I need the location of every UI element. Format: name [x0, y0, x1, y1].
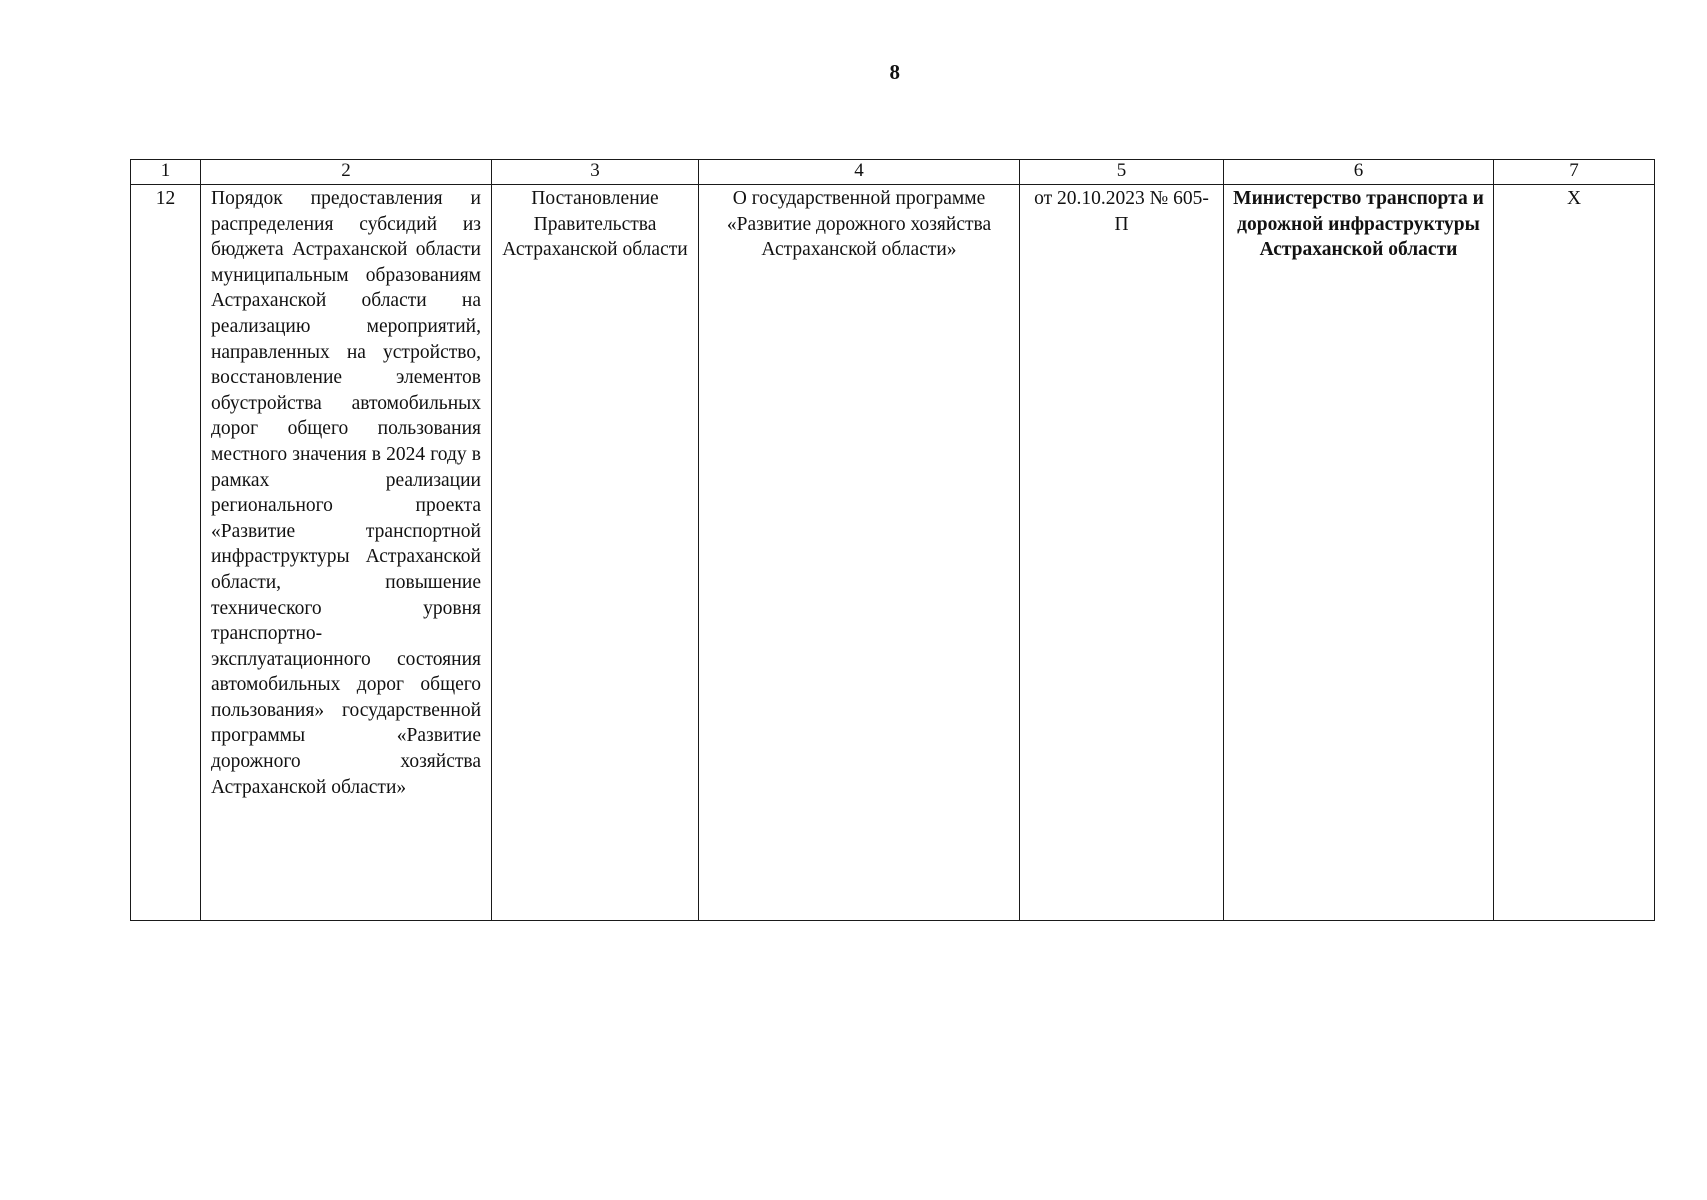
responsible-authority-cell: Министерство транспорта и дорожной инфраструктуры Астраханской области: [1224, 185, 1494, 921]
registry-table: [130, 159, 1655, 921]
document-date-number-cell: от 20.10.2023 № 605-П: [1020, 185, 1224, 921]
page-number: 8: [889, 60, 901, 84]
column-header-3: 3: [492, 160, 699, 185]
document-name-cell: О государственной программе «Развитие дорожного хозяйства Астраханской области»: [699, 185, 1020, 921]
column-header-4: 4: [699, 160, 1020, 185]
column-header-6: 6: [1224, 160, 1494, 185]
column-header-1: 1: [131, 160, 201, 185]
document-title-cell: Порядок предоставления и распределения субсидий из бюджета Астраханской области муниципальным образованиям Астраханской области на реализацию мероприятий, направленных на устройство, восстановление элементов обустройства автомобильных дорог общего пользования местного значения в 2024 году в рамках реализации регионального проекта «Развитие транспортной инфраструктуры Астраханской области, повышение технического уровня транспортно-эксплуатационного состояния автомобильных дорог общего пользования» государственной программы «Развитие дорожного хозяйства Астраханской области»: [201, 185, 492, 921]
document-type-cell: Постановление Правительства Астраханской области: [492, 185, 699, 921]
column-header-7: 7: [1494, 160, 1655, 185]
column-header-5: 5: [1020, 160, 1224, 185]
column-header-2: 2: [201, 160, 492, 185]
column-7-cell: X: [1494, 185, 1655, 921]
row-number: 12: [131, 185, 201, 921]
table-header-row: [131, 160, 1655, 185]
table-row: [131, 185, 1655, 921]
